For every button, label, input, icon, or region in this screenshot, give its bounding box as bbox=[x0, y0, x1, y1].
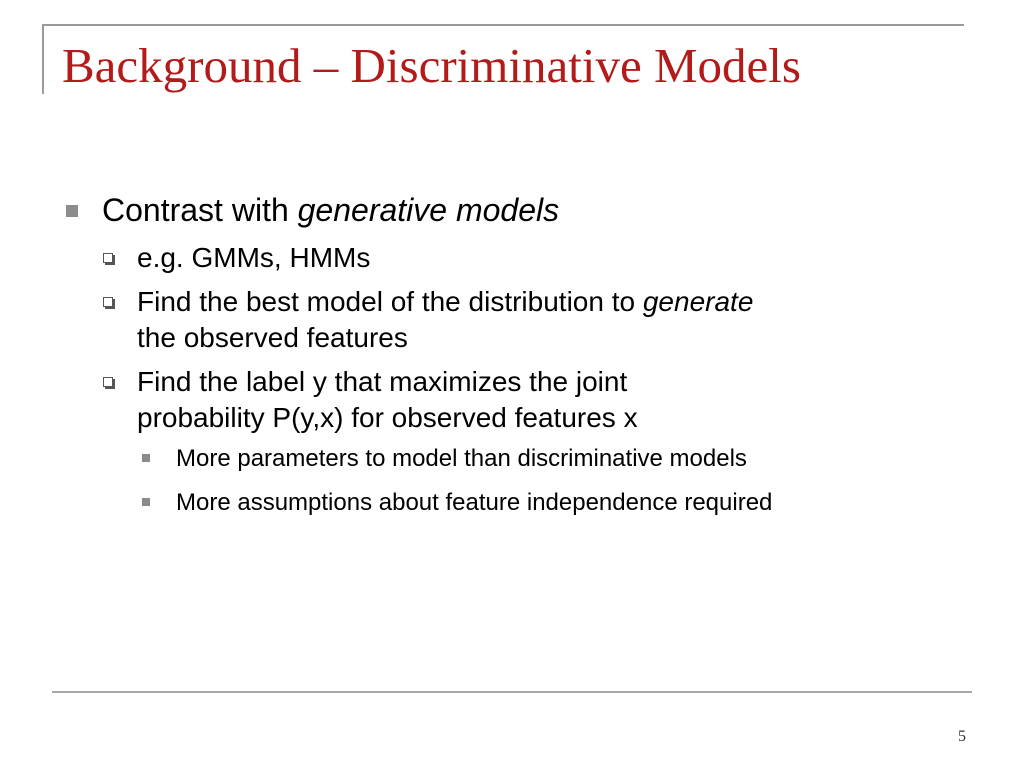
sub-bullet-joint-line1: Find the label y that maximizes the joint bbox=[137, 366, 628, 397]
square-bullet-icon bbox=[66, 205, 78, 217]
slide-body bbox=[60, 190, 980, 532]
title-frame-left-line bbox=[42, 24, 44, 94]
sub-bullet-joint-line2: probability P(y,x) for observed features x bbox=[137, 402, 638, 433]
slide-title: Background – Discriminative Models bbox=[62, 38, 801, 93]
detail-bullet-parameters-text: More parameters to model than discriminative models bbox=[176, 445, 747, 472]
hollow-square-bullet-icon bbox=[103, 297, 113, 307]
hollow-square-bullet-icon bbox=[103, 253, 113, 263]
sub-bullet-examples bbox=[137, 240, 980, 276]
detail-bullet-parameters bbox=[176, 444, 980, 474]
hollow-square-bullet-icon bbox=[103, 377, 113, 387]
sub-bullet-joint-probability bbox=[137, 364, 980, 436]
footer-divider bbox=[52, 691, 972, 693]
bullet-contrast-generative bbox=[60, 190, 980, 230]
sub-bullet-best-model-emphasis: generate bbox=[642, 286, 754, 317]
square-bullet-icon bbox=[142, 498, 150, 506]
sub-bullet-best-model-suffix: the observed features bbox=[137, 322, 408, 353]
square-bullet-icon bbox=[142, 454, 150, 462]
sub-bullet-best-model bbox=[137, 284, 980, 356]
detail-bullet-assumptions bbox=[176, 488, 980, 518]
sub-bullet-best-model-prefix: Find the best model of the distribution to bbox=[137, 286, 643, 317]
detail-bullet-assumptions-text: More assumptions about feature independence required bbox=[176, 489, 773, 516]
page-number: 5 bbox=[958, 728, 966, 745]
bullet-main-prefix: Contrast with bbox=[102, 192, 298, 228]
bullet-main-emphasis: generative models bbox=[297, 192, 560, 228]
title-frame-top-line bbox=[42, 24, 964, 26]
sub-bullet-examples-text: e.g. GMMs, HMMs bbox=[137, 242, 371, 273]
